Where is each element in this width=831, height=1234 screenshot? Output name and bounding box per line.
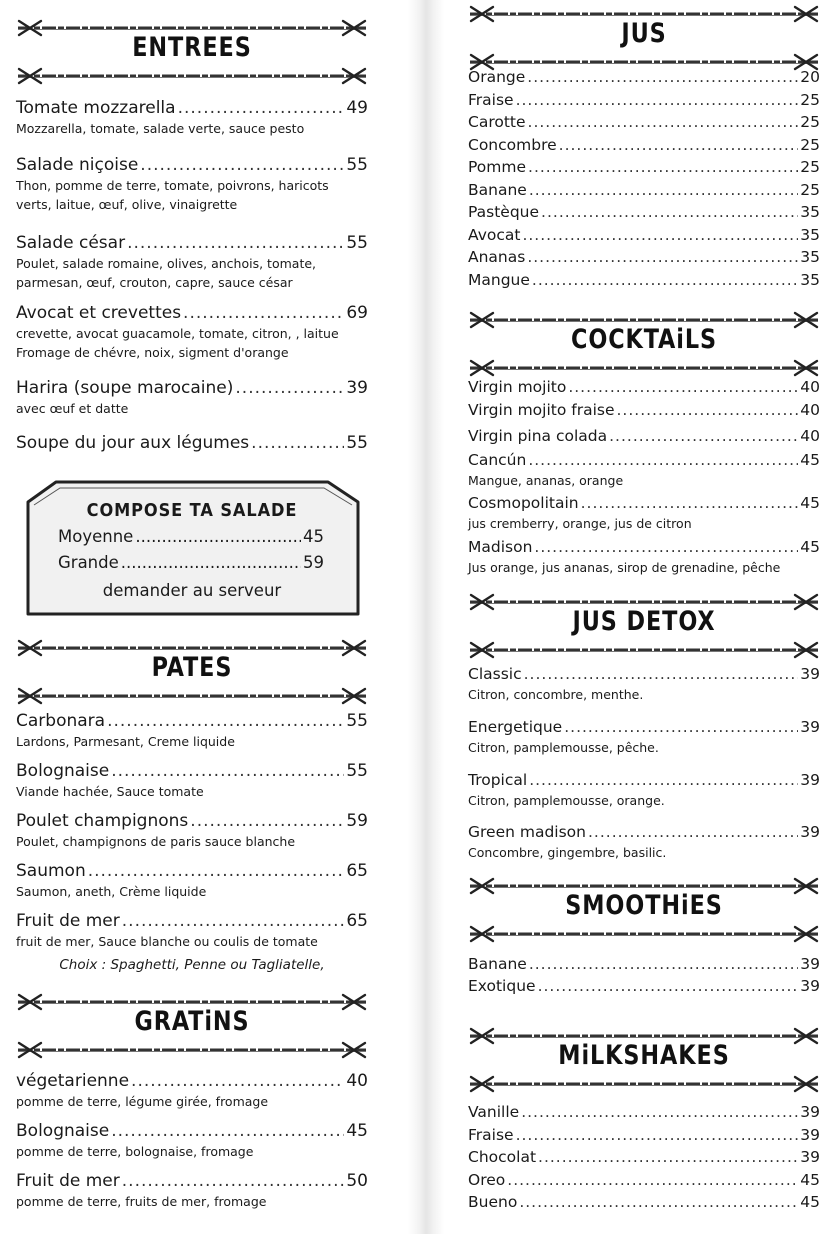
section-title-detox: JUS DETOX (572, 606, 716, 637)
menu-item-description: Mozzarella, tomate, salade verte, sauce pesto (16, 121, 305, 136)
menu-item-line (468, 1124, 820, 1146)
menu-item (468, 1191, 820, 1213)
menu-item-price: 25 (800, 158, 820, 176)
menu-item-name: Exotique (468, 977, 536, 995)
menu-item-line (16, 302, 368, 324)
menu-item-price: 39 (346, 378, 368, 398)
menu-item-price: 25 (800, 90, 820, 109)
menu-item-name: Bolognaise (16, 1121, 110, 1141)
menu-item-line (468, 269, 820, 291)
menu-item-name: Saumon (16, 861, 86, 881)
menu-item (16, 810, 368, 851)
menu-item (16, 860, 368, 901)
menu-item-description: Citron, pamplemousse, pêche. (468, 740, 659, 755)
dot-leader (111, 1120, 344, 1142)
menu-item (16, 302, 368, 362)
dot-leader (524, 663, 799, 685)
menu-item-line (468, 246, 820, 268)
dot-leader (122, 910, 345, 932)
menu-item (468, 89, 820, 111)
menu-item-name: Pastèque (468, 203, 540, 221)
menu-item (16, 910, 368, 951)
menu-item (468, 1146, 820, 1168)
menu-item-line (16, 810, 368, 832)
section-title-milkshakes: MiLKSHAKES (558, 1040, 730, 1071)
menu-item-line (16, 232, 368, 254)
menu-item-line (468, 1169, 820, 1191)
section-title-entrees: ENTREES (132, 32, 252, 63)
menu-item-price: 25 (800, 135, 820, 154)
menu-item-name: Virgin mojito (468, 378, 567, 396)
compose-salad-box (16, 478, 368, 618)
dot-leader (519, 1191, 798, 1213)
menu-item (468, 201, 820, 223)
dot-leader (251, 432, 344, 454)
menu-item (468, 1124, 820, 1146)
menu-item-line (16, 1070, 368, 1092)
section-banner-smoothies (468, 872, 820, 948)
menu-item (468, 1169, 820, 1191)
menu-item-description: Fromage de chévre, noix, sigment d'orange (16, 345, 289, 360)
menu-item (16, 232, 368, 292)
menu-item-price: 25 (800, 113, 820, 131)
pasta-choice-note: Choix : Spaghetti, Penne ou Tagliatelle, (59, 957, 325, 973)
menu-item (16, 710, 368, 751)
salad-size-price: 59 (303, 553, 324, 572)
menu-item-price: 45 (800, 538, 820, 556)
menu-item-line (468, 224, 820, 246)
menu-item-name: végetarienne (16, 1071, 130, 1091)
salad-title: COMPOSE TA SALADE (86, 500, 298, 521)
menu-item-name: Oreo (468, 1170, 506, 1189)
menu-item-price: 35 (800, 225, 820, 244)
menu-item (16, 377, 368, 418)
menu-item-description: Viande hachée, Sauce tomate (16, 784, 204, 799)
menu-item (468, 246, 820, 268)
section-title-jus: JUS (621, 18, 667, 49)
dot-leader (528, 449, 798, 471)
page-fold (408, 0, 444, 1234)
menu-item-description: avec œuf et datte (16, 401, 129, 416)
section-banner-milkshakes (468, 1022, 820, 1098)
menu-item-price: 50 (346, 1171, 368, 1191)
salad-footer: demander au serveur (102, 581, 282, 600)
dot-leader (581, 492, 799, 514)
dot-leader (529, 953, 798, 975)
menu-item (468, 399, 820, 421)
menu-item-line (468, 399, 820, 421)
menu-item-line (468, 975, 820, 997)
dot-leader (564, 716, 798, 738)
menu-item (468, 769, 820, 810)
menu-item-line (468, 201, 820, 223)
menu-item-line (468, 89, 820, 111)
menu-item-name: Soupe du jour aux légumes (16, 433, 250, 453)
menu-item (16, 1170, 368, 1211)
menu-item-name: Salade césar (16, 233, 126, 253)
menu-item-price: 35 (800, 270, 820, 289)
menu-item-price: 39 (800, 1103, 820, 1121)
menu-item (16, 432, 368, 454)
menu-item-price: 39 (800, 718, 820, 736)
menu-item-name: Fruit de mer (16, 911, 120, 931)
salad-size-moyenne (58, 527, 324, 546)
menu-item-name: Fraise (468, 90, 514, 109)
dot-leader (516, 89, 799, 111)
menu-item (468, 1101, 820, 1123)
menu-item-price: 35 (800, 248, 820, 266)
menu-item-line (16, 910, 368, 932)
menu-item-name: Carotte (468, 113, 526, 131)
menu-item-price: 39 (800, 1125, 820, 1144)
menu-item-name: Bueno (468, 1193, 518, 1211)
menu-item-price: 35 (800, 203, 820, 221)
dot-leader (111, 760, 344, 782)
dot-leader (140, 154, 344, 176)
menu-item-line (16, 1120, 368, 1142)
menu-item-price: 45 (800, 451, 820, 469)
menu-item-description: crevette, avocat guacamole, tomate, citron, , laitue (16, 326, 339, 341)
dot-leader (521, 1101, 798, 1123)
menu-item-description: parmesan, œuf, crouton, capre, sauce césar (16, 275, 293, 290)
menu-item-name: Avocat (468, 225, 521, 244)
menu-item-line (468, 1101, 820, 1123)
dot-leader (617, 399, 799, 421)
section-title-smoothies: SMOOTHiES (565, 890, 723, 921)
dot-leader (529, 179, 798, 201)
menu-item-name: Banane (468, 955, 527, 973)
menu-item-description: Jus orange, jus ananas, sirop de grenadine, pêche (468, 560, 781, 575)
menu-item-line (468, 111, 820, 133)
menu-item-line (468, 769, 820, 791)
dot-leader (532, 269, 798, 291)
menu-item-line (16, 710, 368, 732)
menu-item-description: Poulet, champignons de paris sauce blanche (16, 834, 296, 849)
menu-item-line (468, 1146, 820, 1168)
menu-item-description: verts, laitue, œuf, olive, vinaigrette (16, 197, 238, 212)
menu-item-price: 39 (800, 771, 820, 789)
menu-item (468, 134, 820, 156)
menu-item-description: jus cremberry, orange, jus de citron (468, 516, 692, 531)
menu-item-description: fruit de mer, Sauce blanche ou coulis de tomate (16, 934, 318, 949)
menu-item-line (16, 860, 368, 882)
menu-item (468, 953, 820, 975)
menu-item-price: 39 (800, 1148, 820, 1166)
menu-item-name: Harira (soupe marocaine) (16, 378, 234, 398)
menu-item-price: 40 (346, 1071, 368, 1091)
menu-item-name: Carbonara (16, 711, 106, 731)
dot-leader (135, 527, 301, 546)
menu-item-name: Classic (468, 665, 522, 683)
dot-leader (538, 1146, 798, 1168)
menu-item-description: Lardons, Parmesant, Creme liquide (16, 734, 235, 749)
menu-item (16, 1070, 368, 1111)
section-title-cocktails: COCKTAiLS (571, 324, 717, 355)
section-title-gratins: GRATiNS (134, 1006, 250, 1037)
menu-item-line (16, 432, 368, 454)
menu-item-name: Mangue (468, 270, 530, 289)
dot-leader (559, 134, 799, 156)
menu-item-price: 65 (346, 911, 368, 931)
menu-item-line (16, 1170, 368, 1192)
menu-item-name: Fruit de mer (16, 1171, 120, 1191)
menu-item-price: 40 (800, 378, 820, 396)
menu-item-price: 40 (800, 401, 820, 419)
section-banner-gratins (16, 988, 368, 1064)
dot-leader (127, 232, 344, 254)
menu-item-description: pomme de terre, légume girée, fromage (16, 1094, 269, 1109)
menu-item-line (468, 663, 820, 685)
dot-leader (529, 769, 798, 791)
menu-item-name: Tomate mozzarella (16, 98, 176, 118)
menu-item-name: Vanille (468, 1103, 520, 1121)
menu-item-price: 65 (346, 861, 368, 881)
menu-item-line (468, 953, 820, 975)
salad-size-grande (58, 553, 324, 572)
dot-leader (507, 1169, 798, 1191)
menu-item (468, 224, 820, 246)
menu-item-line (468, 536, 820, 558)
menu-item (468, 425, 820, 447)
menu-item (16, 97, 368, 138)
dot-leader (609, 425, 798, 447)
menu-item-name: Poulet champignons (16, 811, 189, 831)
menu-item-line (468, 156, 820, 178)
menu-item-price: 55 (346, 155, 368, 175)
menu-item-name: Orange (468, 68, 526, 86)
menu-item-line (16, 760, 368, 782)
menu-item-name: Ananas (468, 248, 526, 266)
menu-item-name: Cancún (468, 451, 527, 469)
menu-item-line (468, 376, 820, 398)
menu-item-price: 40 (800, 427, 820, 445)
dot-leader (534, 536, 798, 558)
dot-leader (107, 710, 344, 732)
salad-size-label: Moyenne (58, 527, 134, 546)
menu-item-name: Tropical (468, 771, 528, 789)
menu-item (468, 269, 820, 291)
menu-item-line (468, 492, 820, 514)
menu-item-price: 39 (800, 823, 820, 841)
salad-size-label: Grande (58, 553, 119, 572)
dot-leader (235, 377, 344, 399)
menu-item (468, 536, 820, 577)
dot-leader (522, 224, 798, 246)
menu-item-description: Saumon, aneth, Crème liquide (16, 884, 207, 899)
menu-item-price: 69 (346, 303, 368, 323)
menu-item (468, 111, 820, 133)
menu-item-name: Virgin mojito fraise (468, 401, 615, 419)
menu-item-line (468, 179, 820, 201)
menu-item (468, 376, 820, 398)
menu-item-description: Mangue, ananas, orange (468, 473, 624, 488)
section-banner-detox (468, 588, 820, 664)
menu-item (468, 449, 820, 490)
menu-item-name: Green madison (468, 823, 586, 841)
menu-item-line (468, 66, 820, 88)
dot-leader (190, 810, 344, 832)
menu-item-name: Cosmopolitain (468, 494, 579, 512)
dot-leader (568, 376, 798, 398)
menu-item-line (468, 425, 820, 447)
menu-item-name: Energetique (468, 718, 563, 736)
dot-leader (541, 201, 798, 223)
menu-item-price: 25 (800, 180, 820, 199)
menu-item-name: Fraise (468, 1125, 514, 1144)
salad-size-price: 45 (303, 527, 324, 546)
menu-item (16, 760, 368, 801)
dot-leader (528, 111, 799, 133)
menu-item-name: Madison (468, 538, 533, 556)
menu-item-price: 20 (800, 68, 820, 86)
dot-leader (527, 246, 798, 268)
menu-item (16, 154, 368, 214)
menu-item-name: Banane (468, 180, 527, 199)
section-banner-entrees (16, 14, 368, 90)
dot-leader (588, 821, 798, 843)
menu-item-line (468, 821, 820, 843)
menu-item (16, 1120, 368, 1161)
menu-item-name: Avocat et crevettes (16, 303, 182, 323)
menu-item-name: Bolognaise (16, 761, 110, 781)
menu-item (468, 492, 820, 533)
menu-item (468, 821, 820, 862)
menu-item (468, 975, 820, 997)
menu-item-line (468, 449, 820, 471)
menu-item-price: 45 (800, 494, 820, 512)
menu-item-price: 59 (346, 811, 368, 831)
dot-leader (122, 1170, 345, 1192)
menu-item-line (16, 97, 368, 119)
section-banner-jus (468, 0, 820, 76)
menu-item-name: Salade niçoise (16, 155, 139, 175)
menu-item-description: Citron, concombre, menthe. (468, 687, 644, 702)
menu-item-line (468, 1191, 820, 1213)
menu-item-price: 45 (346, 1121, 368, 1141)
menu-item-line (16, 154, 368, 176)
menu-item-name: Chocolat (468, 1148, 537, 1166)
menu-item-description: pomme de terre, fruits de mer, fromage (16, 1194, 267, 1209)
dot-leader (527, 66, 798, 88)
menu-item (468, 66, 820, 88)
menu-item-description: Poulet, salade romaine, olives, anchois, tomate, (16, 256, 317, 271)
menu-item-price: 55 (346, 761, 368, 781)
menu-item-price: 45 (800, 1170, 820, 1189)
dot-leader (516, 1124, 799, 1146)
dot-leader (178, 97, 345, 119)
section-title-pates: PATES (151, 652, 233, 683)
dot-leader (121, 553, 301, 572)
menu-item-price: 45 (800, 1193, 820, 1211)
dot-leader (538, 975, 799, 997)
dot-leader (88, 860, 345, 882)
menu-item-description: pomme de terre, bolognaise, fromage (16, 1144, 254, 1159)
dot-leader (131, 1070, 344, 1092)
menu-item-price: 55 (346, 711, 368, 731)
menu-item-price: 55 (346, 433, 368, 453)
menu-item (468, 716, 820, 757)
menu-item-name: Virgin pina colada (468, 427, 608, 445)
menu-item-description: Citron, pamplemousse, orange. (468, 793, 665, 808)
menu-item (468, 179, 820, 201)
menu-item-price: 39 (800, 955, 820, 973)
menu-item-description: Concombre, gingembre, basilic. (468, 845, 667, 860)
menu-item-price: 39 (800, 665, 820, 683)
menu-item-description: Thon, pomme de terre, tomate, poivrons, haricots (16, 178, 329, 193)
menu-item (468, 156, 820, 178)
dot-leader (528, 156, 798, 178)
section-banner-cocktails (468, 306, 820, 382)
menu-item-price: 55 (346, 233, 368, 253)
menu-item-price: 39 (800, 977, 820, 995)
section-banner-pates (16, 634, 368, 710)
menu-item-line (16, 377, 368, 399)
menu-item (468, 663, 820, 704)
dot-leader (183, 302, 344, 324)
menu-item-name: Pomme (468, 158, 527, 176)
menu-item-line (468, 716, 820, 738)
menu-item-name: Concombre (468, 135, 557, 154)
menu-item-line (468, 134, 820, 156)
menu-item-price: 49 (346, 98, 368, 118)
